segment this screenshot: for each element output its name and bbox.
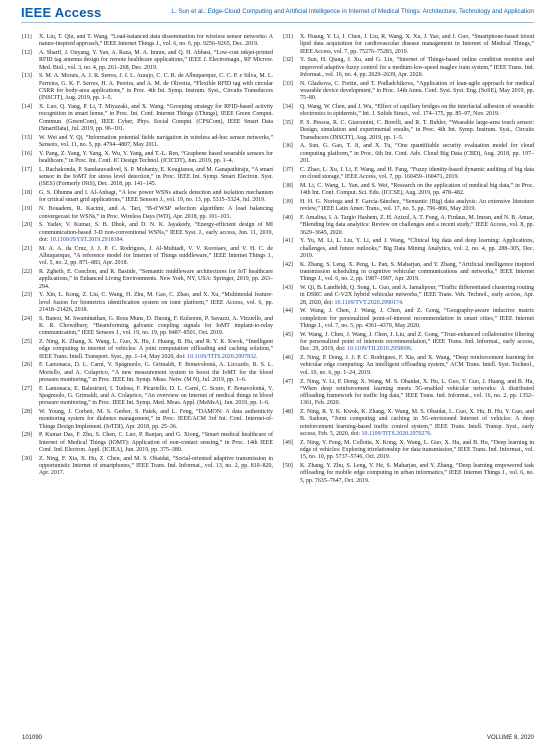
reference-citation: N. Bouadem, R. Kacimi, and A. Tari, “B-d’WSP selection algorithm: A load balancing convergecast for WSNs,” in Proc. Wireless Days (WD), Apr. 2018, pp. 101–103.	[39, 206, 273, 220]
reference-citation: Z. Ning, Y. Li, P. Dong, X. Wang, M. S. Obaidat, X. Hu, L. Guo, Y. Guo, J. Huang, and B. Hu, “When deep reinforcement learning meets 5G-enabled vehicular networks: A distributed offloading framework for traffic big data,” IEEE Trans. Ind. Informat., vol. 16, no. 2, pp. 1352–1361, Feb. 2020.	[300, 378, 534, 407]
reference-citation: Z. Ning, R. Y. K. Kwok, K. Zhang, X. Wang, M. S. Obaidat, L. Guo, X. Hu, B. Hu, Y. Guo, and B. Sadoun, “Joint computing and caching in 5G-envisioned Internet of vehicles: A deep reinforcement learning-based traffic control system,” IEEE Trans. Intell. Transp. Syst., early access, Feb. 5, 2020, doi:	[300, 409, 534, 437]
reference-text	[300, 167, 534, 182]
reference-entry	[283, 215, 534, 237]
reference-entry	[22, 269, 273, 291]
reference-entry	[283, 308, 534, 330]
reference-citation: W. Young, J. Corbett, M. S. Gerber, S. Patek, and L. Feng, “DAMON: A data authenticity monitoring system for diabetes management,” in Proc. IEEE/ACM 3rd Int. Conf. Internet-of-Things Design Implement. (IoTDI), Apr. 2018, pp. 25–36.	[39, 409, 273, 430]
reference-number: [20]	[22, 222, 32, 229]
reference-number: [32]	[283, 57, 293, 64]
reference-text	[300, 463, 534, 485]
page-header	[0, 0, 554, 24]
running-title: L. Sun et al.: Edge-Cloud Computing and Artificial Intelligence in Internet of Medical Things: Architecture, Technology and Application	[171, 8, 534, 15]
reference-text	[39, 34, 273, 49]
reference-citation: Z. Ning, Y. Feng, M. Collotta, X. Kong, X. Wang, L. Guo, X. Hu, and B. Hu, “Deep learning in edge of vehicles: Exploring trirelationship for data transmission,” IEEE Trans. Ind. Informat., vol. 15, no. 10, pp. 5737–5746, Oct. 2019.	[300, 439, 534, 461]
reference-number: [50]	[283, 463, 293, 470]
reference-citation: S. Banou, M. Swaminathan, G. Reus Muns, D. Duong, F. Kulsoom, P. Savazzi, A. Vizziello, and K. R. Chowdhury, “Beamforming galvanic coupling signals for IoMT implant-to-relay communication,” IEEE Sensors J., vol. 19, no. 19, pp. 8487–8501, Oct. 2019.	[39, 315, 273, 337]
reference-text	[300, 308, 534, 330]
reference-text	[300, 57, 534, 79]
reference-number: [28]	[22, 409, 32, 416]
reference-text	[300, 355, 534, 377]
reference-entry	[283, 355, 534, 377]
doi-link[interactable]: 10.1109/JSYST.2019.2918184.	[49, 236, 124, 243]
reference-entry	[22, 50, 273, 72]
reference-entry	[22, 362, 273, 384]
reference-entry	[283, 285, 534, 307]
reference-number: [26]	[22, 362, 32, 369]
reference-entry	[22, 222, 273, 244]
reference-entry	[283, 238, 534, 260]
reference-number: [25]	[22, 339, 32, 346]
reference-number: [41]	[283, 238, 293, 245]
reference-text	[39, 104, 273, 133]
reference-citation: W. Wang, J. Chen, J. Wang, J. Chen, and Z. Gong, “Geography-aware inductive matrix completion for personalized point-of-interest recommendation in smart cities,” IEEE Internet Things J., vol. 7, no. 5, pp. 4361–4370, May 2020.	[300, 308, 534, 329]
reference-entry	[283, 143, 534, 165]
reference-citation: W. Qi, B. Landfeldt, Q. Song, L. Guo, and A. Jamalipour, “Traffic differentiated clustering routing in DSRC and C-V2X hybrid vehicular networks,” IEEE Trans. Veh. Technol., early access, Apr. 28, 2020, doi:	[300, 285, 534, 306]
reference-number: [42]	[283, 261, 293, 268]
reference-text	[300, 183, 534, 198]
reference-entry	[283, 34, 534, 56]
reference-entry	[283, 120, 534, 142]
reference-entry	[283, 440, 534, 462]
reference-citation: Y. Sun, H. Qiang, J. Xu, and G. Lin, “Internet of Things-based online condition monitor and improved adaptive fuzzy control for a medium-low-speed maglev train system,” IEEE Trans. Ind. Informat., vol. 16, no. 4, pp. 2629–2639, Apr. 2020.	[300, 57, 534, 78]
reference-entry	[283, 332, 534, 354]
reference-text	[39, 246, 273, 268]
reference-entry	[283, 167, 534, 182]
reference-text	[39, 432, 273, 454]
reference-text	[300, 34, 534, 56]
reference-entry	[283, 183, 534, 198]
reference-number: [36]	[283, 143, 293, 150]
page-footer	[22, 735, 534, 745]
reference-number: [15]	[22, 134, 32, 141]
reference-entry	[22, 456, 273, 478]
reference-citation: Z. Ning, P. Dong, J. J. P. C. Rodrigues, F. Xia, and X. Wang, “Deep reinforcement learning for vehicular edge computing: An intelligent offloading system,” ACM Trans. Intell. Syst. Technol., vol. 10, no. 6, pp. 1–24, 2019.	[300, 355, 534, 376]
reference-citation: K. Zhang, S. Leng, X. Peng, L. Pan, S. Maharjan, and Y. Zhang, “Artificial intelligence inspired transmission scheduling in cognitive vehicular communications and networks,” IEEE Internet Things J., vol. 6, no. 2, pp. 1987–1997, Apr. 2019.	[300, 261, 534, 283]
reference-number: [39]	[283, 199, 293, 205]
reference-text	[39, 222, 273, 244]
reference-number: [19]	[22, 206, 32, 213]
page-number: 101090	[22, 735, 43, 741]
references-body	[22, 34, 534, 720]
doi-link[interactable]: 10.1109/TII.2019.2958696.	[347, 346, 413, 353]
reference-entry	[283, 104, 534, 119]
reference-entry	[22, 386, 273, 408]
reference-number: [22]	[22, 269, 32, 276]
reference-number: [17]	[22, 166, 32, 173]
reference-number: [37]	[283, 166, 293, 173]
reference-text	[39, 456, 273, 478]
reference-entry	[22, 432, 273, 454]
reference-number: [46]	[283, 355, 293, 362]
reference-text	[39, 409, 273, 431]
reference-text	[300, 379, 534, 408]
reference-citation: F. Lamonaca, D. L. Carnì, V. Spagnuolo, G. Grimaldi, F. Bonavolontà, A. Liccardo, R. S. L. Moriello, and A. Colaprico, “A new measurement system to boost the IoMT for the blood pressure monitoring,” in Proc. IEEE Int. Symp. Meas. Netw. (M N), Jul. 2019, pp. 1–6.	[39, 362, 273, 383]
reference-number: [18]	[22, 190, 32, 197]
reference-citation: H. H. G. Noriega and F. García-Sánchez, “Semantic (Big) data analysis: An extensive literature review,” IEEE Latin Amer. Trans., vol. 17, no. 5, pp. 796–806, May 2019.	[300, 199, 534, 213]
reference-citation: X. Luo, Q. Yang, P. Li, T. Miyazaki, and X. Wang, “Grouping strategy for RFID-based activity recognition in smart home,” in Proc. Int. Conf. Internet Things (iThings), IEEE Green Comput. Commun. (GreenCom), IEEE Cyber, Phys. Social Comput. (CPSCom), IEEE Smart Data (SmartData), Jul. 2019, pp. 96–101.	[39, 104, 273, 132]
reference-citation: C. Zhao, L. Xu, J. Li, F. Wang, and H. Fang, “Fuzzy identity-based dynamic auditing of big data on cloud storage,” IEEE Access, vol. 7, pp. 160459–160471, 2019.	[300, 166, 534, 181]
reference-text	[39, 190, 273, 205]
doi-link[interactable]: 10.1109/TITS.2020.2970276.	[361, 430, 432, 437]
reference-number: [45]	[283, 331, 293, 338]
reference-text	[300, 262, 534, 284]
reference-entry	[22, 104, 273, 133]
reference-text	[300, 199, 534, 214]
reference-number: [43]	[283, 285, 293, 292]
reference-text	[300, 104, 534, 119]
reference-citation: Z. Ning, F. Xia, X. Hu, Z. Chen, and M. S. Obaidat, “Social-oriented adaptive transmission in opportunistic Internet of smartphones,” IEEE Trans. Ind. Informat., vol. 13, no. 2, pp. 810–820, Apr. 2017.	[39, 455, 273, 477]
reference-citation: Y. Pang, Z. Yang, Y. Yang, X. Wu, Y. Yang, and T.-L. Ren, “Graphene based wearable sensors for healthcare,” in Proc. Int. Conf. IC Design Technol. (ICICDT), Jun. 2019, pp. 1–4.	[39, 150, 273, 164]
reference-entry	[22, 190, 273, 205]
reference-number: [31]	[283, 34, 293, 40]
reference-number: [30]	[22, 455, 32, 462]
reference-number: [48]	[283, 409, 293, 416]
reference-text	[300, 238, 534, 260]
references-left-column	[22, 34, 273, 720]
reference-number: [49]	[283, 439, 293, 446]
reference-citation: F. Amalina, I. A. Targio Hashem, Z. H. Azizul, A. T. Fong, A. Firdaus, M. Imran, and N. B. Anuar, “Blending big data analytics: Review on challenges and a recent study,” IEEE Access, vol. 8, pp. 3629–3645, 2020.	[300, 215, 534, 236]
reference-citation: Z. Ning, K. Zhang, X. Wang, L. Guo, X. Hu, J. Huang, B. Hu, and R. Y. K. Kwok, “Intelligent edge computing in internet of vehicles: A joint computation offloading and caching solution,” IEEE Trans. Intell. Transport. Syst., pp. 1–14, May 2020, doi:	[39, 339, 273, 360]
ieee-access-logo: IEEE Access	[21, 5, 102, 20]
reference-citation: W. Wang, J. Chen, J. Wang, J. Chen, J. Liu, and Z. Gong, “Trust-enhanced collaborative filtering for personalized point of interests recommendation,” IEEE Trans. Ind. Informat., early access, Dec. 29, 2019, doi:	[300, 331, 534, 353]
reference-text	[300, 409, 534, 438]
reference-entry	[22, 246, 273, 268]
reference-citation: R. Zgheib, E. Conchon, and R. Bastide, “Semantic middleware architectures for IoT healthcare applications,” in Enhanced Living Environments. New York, NY, USA: Springer, 2019, pp. 263–294.	[39, 269, 273, 290]
reference-text	[39, 386, 273, 408]
reference-entry	[22, 339, 273, 361]
reference-citation: L. Rachakonda, P. Sundaravadivel, S. P. Mohanty, E. Kougianos, and M. Ganapathiraju, “A smart sensor in the IoMT for stress level detection,” in Proc. IEEE Int. Symp. Smart Electron. Syst. (iSES) (Formerly iNiS), Dec. 2018, pp. 141–145.	[39, 166, 273, 188]
reference-number: [29]	[22, 432, 32, 439]
reference-number: [13]	[22, 73, 32, 80]
reference-entry	[22, 316, 273, 338]
reference-text	[39, 206, 273, 221]
reference-entry	[283, 463, 534, 485]
reference-text	[39, 339, 273, 361]
reference-entry	[283, 379, 534, 408]
reference-text	[39, 167, 273, 189]
reference-entry	[283, 57, 534, 79]
reference-number: [35]	[283, 120, 293, 127]
reference-text	[39, 316, 273, 338]
reference-text	[300, 143, 534, 165]
reference-text	[300, 332, 534, 354]
reference-citation: S. M. A. Morais, A. J. R. Serres, J. I. L. Araujo, C. C. R. de Albuquerque, C. C. P. e Silva, M. L. Ferreira, G. K. F. Serres, H. A. Pereira, and A. M. de Oliveira, “Flexible RFID tag with circular CSRR for body-area applications,” in Proc. 4th Int. Symp. Instrum. Syst., Circuits Transducers (INSCIT), Aug. 2019, pp. 1–5.	[39, 73, 273, 102]
reference-number: [16]	[22, 150, 32, 157]
reference-number: [23]	[22, 292, 32, 299]
reference-text	[300, 215, 534, 237]
reference-entry	[22, 151, 273, 166]
reference-text	[39, 151, 273, 166]
reference-number: [27]	[22, 385, 32, 392]
reference-citation: Q. Wang, W. Chen, and J. Wu, “Effect of capillary bridges on the interfacial adhesion of wearable electronics to epidermis,” Int. J. Solids Struct., vol. 174–175, pp. 85–97, Nov. 2019.	[300, 104, 534, 118]
reference-citation: W. Wei and Y. Qi, “Information potential fields navigation in wireless ad-hoc sensor networks,” Sensors, vol. 11, no. 5, pp. 4794–4807, May 2011.	[39, 134, 273, 148]
reference-citation: Y. Xin, L. Kong, Z. Liu, C. Wang, H. Zhu, M. Gao, C. Zhao, and X. Xu, “Multimodal feature-level fusion for biometrics identification system on iomt platform,” IEEE Access, vol. 6, pp. 21418–21426, 2018.	[39, 292, 273, 313]
reference-text	[39, 362, 273, 384]
reference-text	[300, 285, 534, 307]
reference-citation: A. Sharif, J. Ouyang, Y. Yan, A. Raza, M. A. Imran, and Q. H. Abbasi, “Low-cost inkjet-printed RFID tag antenna design for remote healthcare applications,” IEEE J. Electromagn., RF Microw. Med. Biol., vol. 3, no. 4, pp. 261–268, Dec. 2019.	[39, 50, 273, 71]
reference-citation: X. Huang, Y. Li, J. Chen, J. Liu, R. Wang, X. Xu, J. Yao, and J. Guo, “Smartphone-based blood lipid data acquisition for cardiovascular disease management in Internet of Medical Things,” IEEE Access, vol. 7, pp. 75276–75283, 2019.	[300, 34, 534, 55]
reference-entry	[22, 292, 273, 314]
reference-entry	[283, 262, 534, 284]
reference-text	[39, 269, 273, 291]
doi-link[interactable]: 10.1109/TVT.2020.2990174.	[334, 299, 404, 306]
reference-citation: N. Glazkova, C. Fortin, and T. Podladchikova, “Application of lean-agile approach for medical wearable device development,” in Proc. 14th Annu. Conf. Syst. Syst. Eng. (SoSE), May 2019, pp. 75–80.	[300, 80, 534, 102]
reference-citation: P. S. Pessoa, R. C. Giacomini, C. Borelli, and R. T. Buhler, “Wearable large-area touch sensor: Design, simulation and experimental results,” in Proc. 4th Int. Symp. Instrum. Syst., Circuits Transducers (INSCIT), Aug. 2019, pp. 1–5.	[300, 120, 534, 141]
reference-number: [38]	[283, 182, 293, 189]
reference-number: [11]	[22, 34, 32, 40]
reference-entry	[22, 409, 273, 431]
reference-text	[39, 73, 273, 102]
reference-citation: X. Liu, T. Qiu, and T. Wang, “Load-balanced data dissemination for wireless sensor networks: A nature-inspired approach,” IEEE Internet Things J., vol. 6, no. 6, pp. 9256–9265, Dec. 2019.	[39, 34, 273, 48]
reference-citation: P. Kumar Das, F. Zhu, S. Chen, C. Luo, P. Ranjan, and G. Xiong, “Smart medical healthcare of Internet of Medical Things (IOMT): Application of non-contact sensing,” in Proc. 14th IEEE Conf. Ind. Electron. Appl. (ICIEA), Jun. 2019, pp. 375–380.	[39, 432, 273, 453]
reference-citation: M. A. A. da Cruz, J. J. P. C. Rodrigues, J. Al-Muhtadi, V. V. Korotaev, and V. H. C. de Albuquerque, “A reference model for Internet of Things middleware,” IEEE Internet Things J., vol. 5, no. 2, pp. 871–883, Apr. 2018.	[39, 245, 273, 267]
reference-entry	[283, 199, 534, 214]
reference-citation: F. Lamonaca, E. Balestrieri, I. Tudosa, F. Picariello, D. L. Carnì, C. Scuro, F. Bonavolontà, V. Spagnuolo, G. Grimaldi, and A. Colaprico, “An overview on Internet of medical things in blood pressure monitoring,” in Proc. IEEE Int. Symp. Med. Meas. Appl. (MeMeA), Jun. 2019, pp. 1–6.	[39, 385, 273, 407]
reference-text	[39, 292, 273, 314]
reference-entry	[22, 73, 273, 102]
reference-entry	[22, 206, 273, 221]
reference-text	[300, 120, 534, 142]
reference-entry	[22, 135, 273, 150]
reference-entry	[22, 167, 273, 189]
reference-entry	[283, 409, 534, 438]
reference-citation: S. Yadav, V. Kumar, S. B. Dhok, and D. N. K. Jayakody, “Energy-efficient design of MI communication-based 3-D non-conventional WSNs,” IEEE Syst. J., early access, Jun. 11, 2019, doi:	[39, 222, 273, 243]
reference-number: [21]	[22, 245, 32, 252]
reference-number: [33]	[283, 80, 293, 87]
reference-entry	[283, 81, 534, 103]
reference-text	[39, 135, 273, 150]
reference-text	[300, 440, 534, 462]
reference-citation: K. Zhang, Y. Zhu, S. Leng, Y. He, S. Maharjan, and Y. Zhang, “Deep learning empowered task offloading for mobile edge computing in urban informatics,” IEEE Internet Things J., vol. 6, no. 5, pp. 7635–7647, Oct. 2019.	[300, 463, 534, 484]
volume-info: VOLUME 8, 2020	[486, 735, 534, 741]
reference-citation: Y. Yu, M. Li, L. Liu, Y. Li, and J. Wang, “Clinical big data and deep learning: Applications, challenges, and future outlooks,” Big Data Mining Analytics, vol. 2, no. 4, pp. 288–305, Dec. 2019.	[300, 238, 534, 259]
header-divider	[21, 22, 534, 23]
reference-citation: G. S. Dhunna and I. Al-Anbagi, “A low power WSNs attack detection and isolation mechanism for critical smart grid applications,” IEEE Sensors J., vol. 19, no. 13, pp. 5315–5324, Jul. 2019.	[39, 190, 273, 204]
reference-number: [14]	[22, 104, 32, 111]
reference-citation: M. Li, C. Wang, L. Yan, and S. Wei, “Research on the application of medical big data,” in Proc. 14th Int. Conf. Comput. Sci. Edu. (ICCSE), Aug. 2019, pp. 478–482.	[300, 182, 534, 197]
doi-link[interactable]: 10.1109/TITS.2020.2997832.	[187, 353, 258, 360]
reference-text	[300, 81, 534, 103]
reference-number: [34]	[283, 104, 293, 111]
reference-number: [44]	[283, 308, 293, 315]
reference-entry	[22, 34, 273, 49]
reference-number: [24]	[22, 315, 32, 322]
reference-number: [12]	[22, 50, 32, 57]
reference-text	[39, 50, 273, 72]
reference-number: [47]	[283, 378, 293, 385]
references-right-column	[283, 34, 534, 720]
reference-citation: A. Sun, G. Gao, T. Ji, and X. Tu, “One quantifiable security evaluation model for cloud computing platform,” in Proc. 6th Int. Conf. Adv. Cloud Big Data (CBD), Aug. 2018, pp. 197–201.	[300, 143, 534, 164]
reference-number: [40]	[283, 215, 293, 222]
